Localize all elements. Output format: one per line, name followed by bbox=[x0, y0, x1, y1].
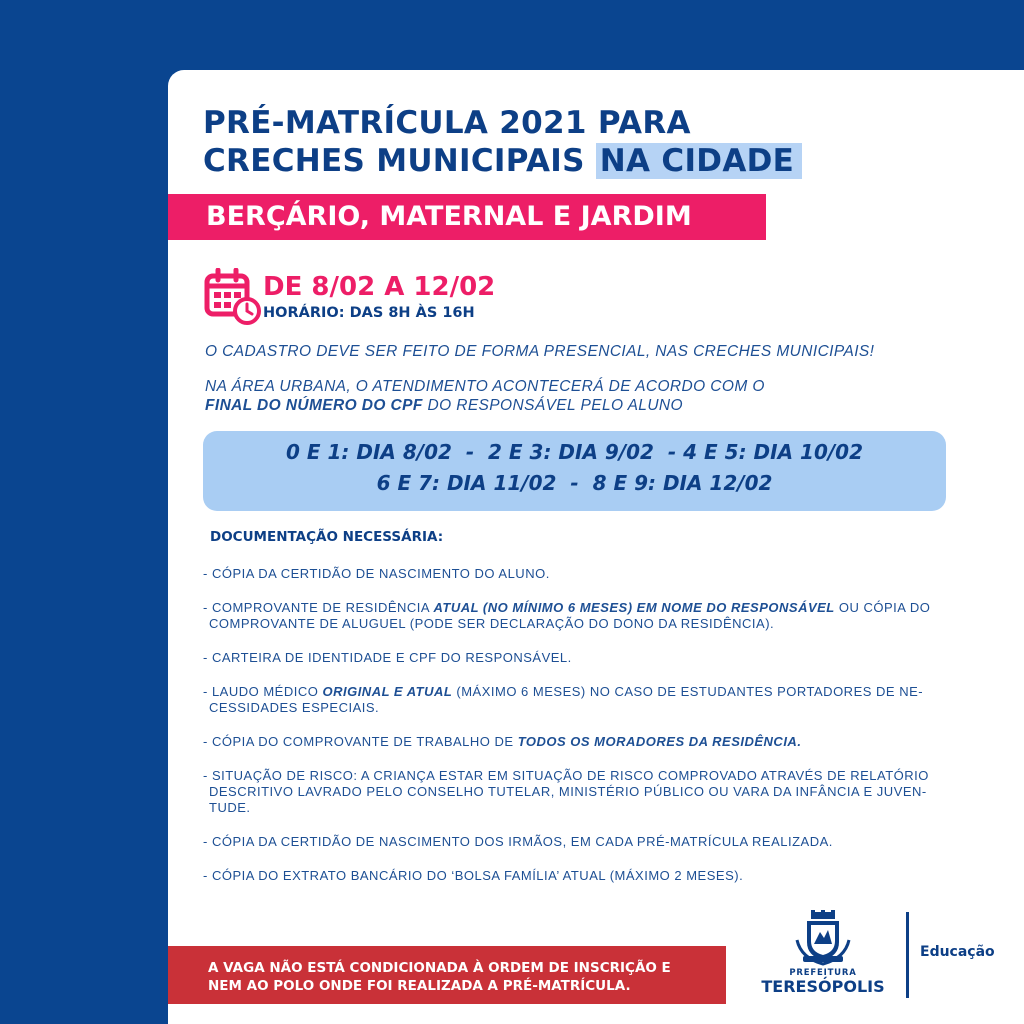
doc-risk-a: - SITUAÇÃO DE RISCO: A CRIANÇA ESTAR EM SITUAÇÃO DE RISCO COMPROVADO ATRAVÉS DE RELATÓRIO bbox=[203, 768, 929, 783]
doc-bolsa-familia: - CÓPIA DO EXTRATO BANCÁRIO DO ‘BOLSA FAMÍLIA’ ATUAL (MÁXIMO 2 MESES). bbox=[203, 868, 744, 883]
logo-prefeitura: PREFEITURA bbox=[789, 968, 857, 978]
doc-risk-b: DESCRITIVO LAVRADO PELO CONSELHO TUTELAR, MINISTÉRIO PÚBLICO OU VARA DA INFÂNCIA E JUVEN- bbox=[209, 784, 927, 799]
list-item bbox=[203, 868, 1013, 884]
doc-birth-certificate: - CÓPIA DA CERTIDÃO DE NASCIMENTO DO ALUNO. bbox=[203, 566, 550, 581]
doc-risk-c: TUDE. bbox=[209, 800, 251, 815]
list-item bbox=[203, 768, 1013, 816]
notice-banner bbox=[168, 946, 726, 1004]
prefeitura-logo bbox=[760, 910, 886, 1000]
list-item bbox=[203, 650, 1013, 666]
list-item bbox=[203, 834, 1013, 850]
opening-hours: HORÁRIO: DAS 8H ÀS 16H bbox=[263, 305, 475, 321]
doc-identity: - CARTEIRA DE IDENTIDADE E CPF DO RESPONSÁVEL. bbox=[203, 650, 572, 665]
doc-residence-a: - COMPROVANTE DE RESIDÊNCIA bbox=[203, 600, 434, 615]
notice-line-2: NEM AO POLO ONDE FOI REALIZADA A PRÉ-MATRÍCULA. bbox=[208, 978, 631, 994]
schedule-row-1: 0 E 1: DIA 8/02 - 2 E 3: DIA 9/02 - 4 E 5: DIA 10/02 bbox=[285, 440, 863, 464]
intro-line-1: O CADASTRO DEVE SER FEITO DE FORMA PRESENCIAL, NAS CRECHES MUNICIPAIS! bbox=[205, 343, 875, 360]
intro-line-3-rest: DO RESPONSÁVEL PELO ALUNO bbox=[422, 397, 683, 414]
doc-medical-emphasis: ORIGINAL E ATUAL bbox=[322, 684, 453, 699]
doc-medical-b: (MÁXIMO 6 MESES) NO CASO DE ESTUDANTES PORTADORES DE NE- bbox=[452, 684, 924, 699]
intro-line-3 bbox=[205, 396, 683, 415]
list-item bbox=[203, 734, 1013, 750]
title-line-1: PRÉ-MATRÍCULA 2021 PARA bbox=[203, 105, 691, 141]
city-crest-icon bbox=[793, 910, 853, 968]
cpf-emphasis: FINAL DO NÚMERO DO CPF bbox=[205, 397, 423, 414]
page-title bbox=[203, 104, 802, 180]
cpf-schedule-box bbox=[203, 431, 946, 511]
documents-list bbox=[203, 566, 1013, 902]
doc-residence-emphasis: ATUAL (NO MÍNIMO 6 MESES) EM NOME DO RESPONSÁVEL bbox=[433, 600, 835, 615]
notice-line-1: A VAGA NÃO ESTÁ CONDICIONADA À ORDEM DE INSCRIÇÃO E bbox=[208, 960, 671, 976]
list-item bbox=[203, 684, 1013, 716]
title-line-2: CRECHES MUNICIPAIS bbox=[203, 143, 596, 179]
doc-medical-a: - LAUDO MÉDICO bbox=[203, 684, 323, 699]
intro-line-2: NA ÁREA URBANA, O ATENDIMENTO ACONTECERÁ DE ACORDO COM O bbox=[205, 378, 765, 395]
list-item bbox=[203, 566, 1013, 582]
doc-residence-c: COMPROVANTE DE ALUGUEL (PODE SER DECLARAÇÃO DO DONO DA RESIDÊNCIA). bbox=[209, 616, 775, 631]
doc-siblings: - CÓPIA DA CERTIDÃO DE NASCIMENTO DOS IRMÃOS, EM CADA PRÉ-MATRÍCULA REALIZADA. bbox=[203, 834, 833, 849]
doc-medical-c: CESSIDADES ESPECIAIS. bbox=[209, 700, 380, 715]
list-item bbox=[203, 600, 1013, 632]
doc-work-emphasis: TODOS OS MORADORES DA RESIDÊNCIA. bbox=[517, 734, 802, 749]
date-range: DE 8/02 A 12/02 bbox=[263, 272, 496, 302]
logo-city-name: TERESÓPOLIS bbox=[761, 977, 885, 996]
schedule-row-2: 6 E 7: DIA 11/02 - 8 E 9: DIA 12/02 bbox=[376, 471, 773, 495]
department-label: Educação bbox=[920, 944, 995, 960]
title-highlight: NA CIDADE bbox=[596, 143, 802, 179]
calendar-clock-icon bbox=[204, 268, 262, 326]
subtitle-banner: BERÇÁRIO, MATERNAL E JARDIM bbox=[168, 194, 766, 240]
logo-divider bbox=[906, 912, 909, 998]
documents-heading: DOCUMENTAÇÃO NECESSÁRIA: bbox=[210, 529, 444, 545]
doc-residence-b: OU CÓPIA DO bbox=[834, 600, 931, 615]
doc-work-a: - CÓPIA DO COMPROVANTE DE TRABALHO DE bbox=[203, 734, 518, 749]
